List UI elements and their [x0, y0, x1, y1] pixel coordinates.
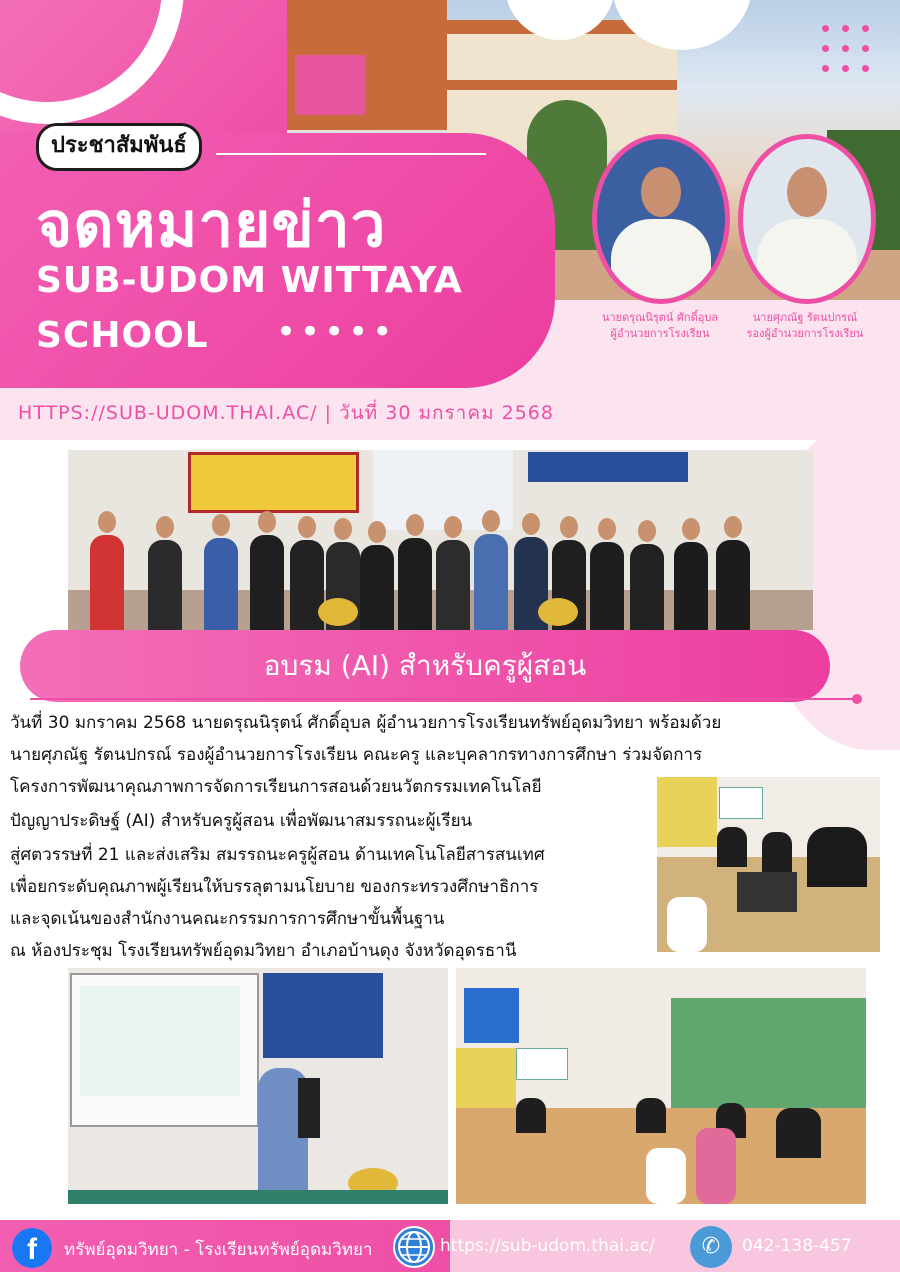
banner-dot: [852, 694, 862, 704]
website-date-line: HTTPS://SUB-UDOM.THAI.AC/ | วันที่ 30 มกราคม 2568: [18, 402, 554, 424]
paragraph-line-6: เพื่อยกระดับคุณภาพผู้เรียนให้บรรลุตามนโยบาย ของกระทรวงศึกษาธิการ: [10, 877, 539, 897]
school-name-line1: SUB-UDOM WITTAYA: [36, 260, 463, 301]
banner-underline: [30, 698, 856, 700]
school-name-line2: SCHOOL: [36, 315, 209, 356]
section-banner-title: อบรม (AI) สำหรับครูผู้สอน: [263, 649, 587, 682]
website-link[interactable]: https://sub-udom.thai.ac/: [440, 1236, 655, 1256]
group-photo: [68, 450, 813, 630]
pr-label: ประชาสัมพันธ์: [36, 123, 202, 171]
paragraph-line-7: และจุดเน้นของสำนักงานคณะกรรมการการศึกษาขั้นพื้นฐาน: [10, 909, 445, 929]
training-room-photo: [456, 968, 866, 1204]
globe-icon-graphic: [395, 1228, 433, 1266]
paragraph-line-1: วันที่ 30 มกราคม 2568 นายดรุณนิรุตน์ ศักดิ์อุบล ผู้อำนวยการโรงเรียนทรัพย์อุดมวิทยา พร้อมด้วย: [10, 713, 722, 733]
divider: [216, 153, 486, 155]
director-portrait: [592, 134, 730, 304]
dots-decoration: [822, 25, 874, 77]
director-role: ผู้อำนวยการโรงเรียน: [610, 327, 710, 340]
paragraph-line-4: ปัญญาประดิษฐ์ (AI) สำหรับครูผู้สอน เพื่อพัฒนาสมรรถนะผู้เรียน: [10, 811, 473, 831]
globe-icon[interactable]: [393, 1226, 435, 1268]
paragraph-line-3: โครงการพัฒนาคุณภาพการจัดการเรียนการสอนด้วยนวัตกรรมเทคโนโลยี: [10, 777, 542, 797]
facebook-link[interactable]: ทรัพย์อุดมวิทยา - โรงเรียนทรัพย์อุดมวิทยา: [64, 1240, 373, 1260]
director-caption: [585, 310, 735, 342]
paragraph-line-5: สู่ศตวรรษที่ 21 และส่งเสริม สมรรถนะครูผู้สอน ด้านเทคโนโลยีสารสนเทศ: [10, 845, 545, 865]
deputy-portrait: [738, 134, 876, 304]
paragraph-line-8: ณ ห้องประชุม โรงเรียนทรัพย์อุดมวิทยา อำเภอบ้านดุง จังหวัดอุดรธานี: [10, 941, 517, 961]
deputy-name: นายศุภณัฐ รัตนปกรณ์: [752, 311, 858, 324]
phone-icon[interactable]: ✆: [690, 1226, 732, 1268]
newsletter-title: จดหมายข่าว: [36, 188, 387, 261]
deputy-caption: [730, 310, 880, 342]
training-photo-right: [657, 777, 880, 952]
deputy-role: รองผู้อำนวยการโรงเรียน: [746, 327, 864, 340]
facebook-icon[interactable]: f: [12, 1228, 52, 1268]
title-dots: •••••: [276, 312, 397, 352]
director-name: นายดรุณนิรุตน์ ศักดิ์อุบล: [601, 311, 719, 324]
speaker-photo: [68, 968, 448, 1204]
phone-number[interactable]: 042-138-457: [742, 1236, 852, 1256]
paragraph-line-2: นายศุภณัฐ รัตนปกรณ์ รองผู้อำนวยการโรงเรียน คณะครู และบุคลากรทางการศึกษา ร่วมจัดการ: [10, 745, 703, 765]
